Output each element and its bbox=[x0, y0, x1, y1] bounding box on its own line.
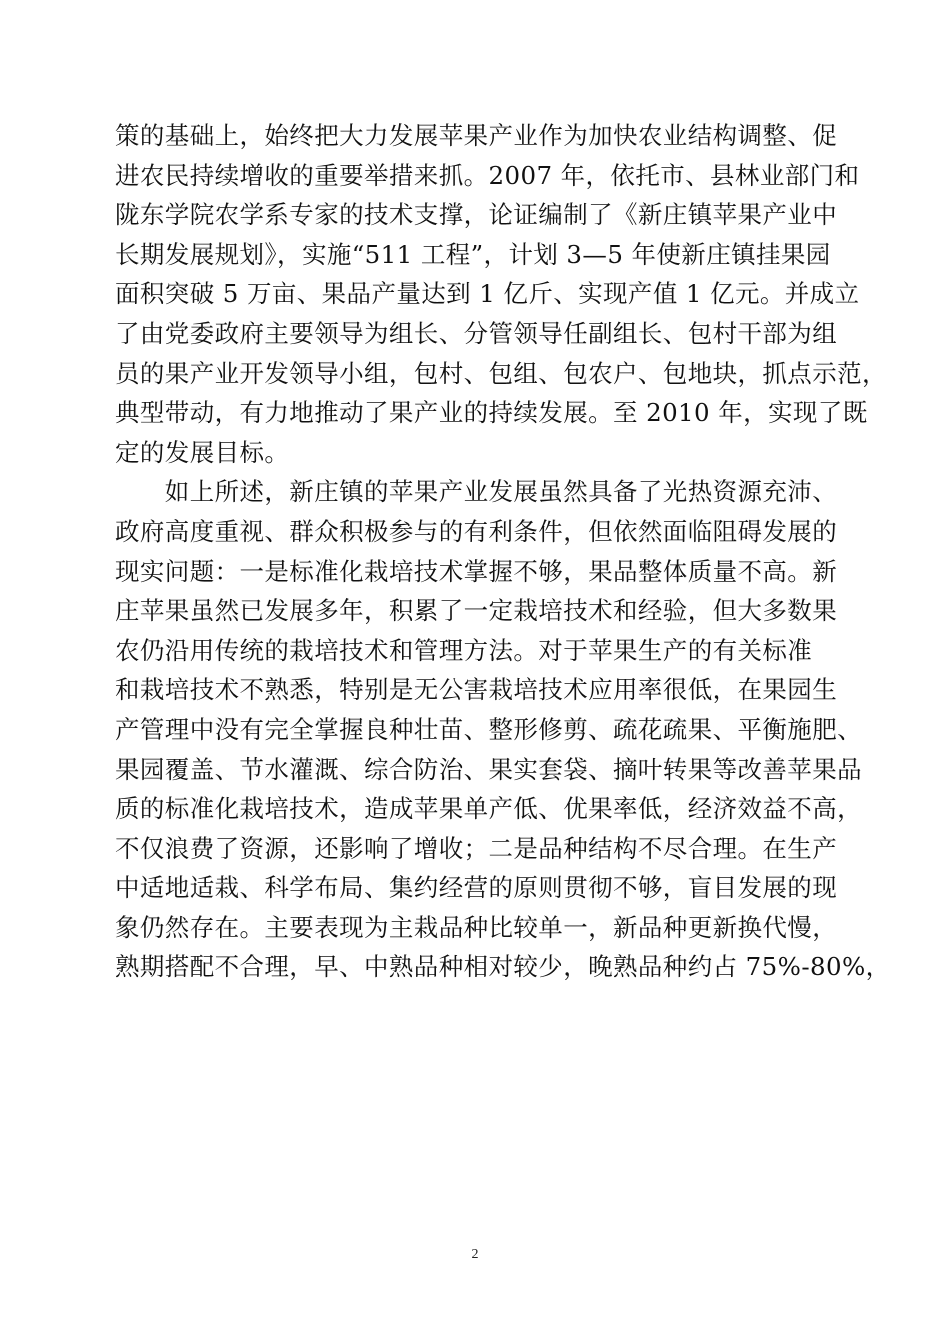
text-line: 产管理中没有完全掌握良种壮苗、整形修剪、疏花疏果、平衡施肥、 bbox=[115, 714, 862, 744]
text-line: 象仍然存在。主要表现为主栽品种比较单一，新品种更新换代慢， bbox=[115, 912, 838, 942]
text-line: 农仍沿用传统的栽培技术和管理方法。对于苹果生产的有关标准 bbox=[115, 635, 813, 665]
body-text bbox=[115, 116, 891, 987]
text-line: 员的果产业开发领导小组，包村、包组、包农户、包地块，抓点示范， bbox=[115, 358, 887, 388]
text-line: 果园覆盖、节水灌溉、综合防治、果实套袋、摘叶转果等改善苹果品 bbox=[115, 754, 862, 784]
text-line: 定的发展目标。 bbox=[115, 437, 290, 467]
text-line: 策的基础上，始终把大力发展苹果产业作为加快农业结构调整、促 bbox=[115, 121, 838, 150]
text-line: 和栽培技术不熟悉，特别是无公害栽培技术应用率很低，在果园生 bbox=[115, 675, 838, 705]
page-number: 2 bbox=[471, 1247, 479, 1262]
text-line: 政府高度重视、群众积极参与的有利条件，但依然面临阻碍发展的 bbox=[115, 516, 838, 546]
text-line: 面积突破 5 万亩、果品产量达到 1 亿斤、实现产值 1 亿元。并成立 bbox=[115, 279, 860, 309]
text-line: 不仅浪费了资源，还影响了增收；二是品种结构不尽合理。在生产 bbox=[115, 833, 838, 863]
text-line: 长期发展规划》，实施“511 工程”，计划 3—5 年使新庄镇挂果园 bbox=[115, 239, 831, 269]
text-line: 进农民持续增收的重要举措来抓。2007 年，依托市、县林业部门和 bbox=[115, 160, 860, 190]
text-line: 了由党委政府主要领导为组长、分管领导任副组长、包村干部为组 bbox=[115, 318, 838, 348]
text-line: 中适地适栽、科学布局、集约经营的原则贯彻不够，盲目发展的现 bbox=[115, 873, 838, 903]
text-line: 典型带动，有力地推动了果产业的持续发展。至 2010 年，实现了既 bbox=[115, 398, 868, 428]
text-line: 如上所述，新庄镇的苹果产业发展虽然具备了光热资源充沛、 bbox=[115, 477, 838, 507]
text-line: 庄苹果虽然已发展多年，积累了一定栽培技术和经验，但大多数果 bbox=[115, 596, 838, 626]
text-line: 陇东学院农学系专家的技术支撑，论证编制了《新庄镇苹果产业中 bbox=[115, 200, 838, 230]
text-line: 质的标准化栽培技术，造成苹果单产低、优果率低，经济效益不高， bbox=[115, 794, 862, 824]
text-line: 熟期搭配不合理，早、中熟品种相对较少，晚熟品种约占 75%-80%， bbox=[115, 952, 891, 982]
text-line: 现实问题：一是标准化栽培技术掌握不够，果品整体质量不高。新 bbox=[115, 556, 838, 586]
